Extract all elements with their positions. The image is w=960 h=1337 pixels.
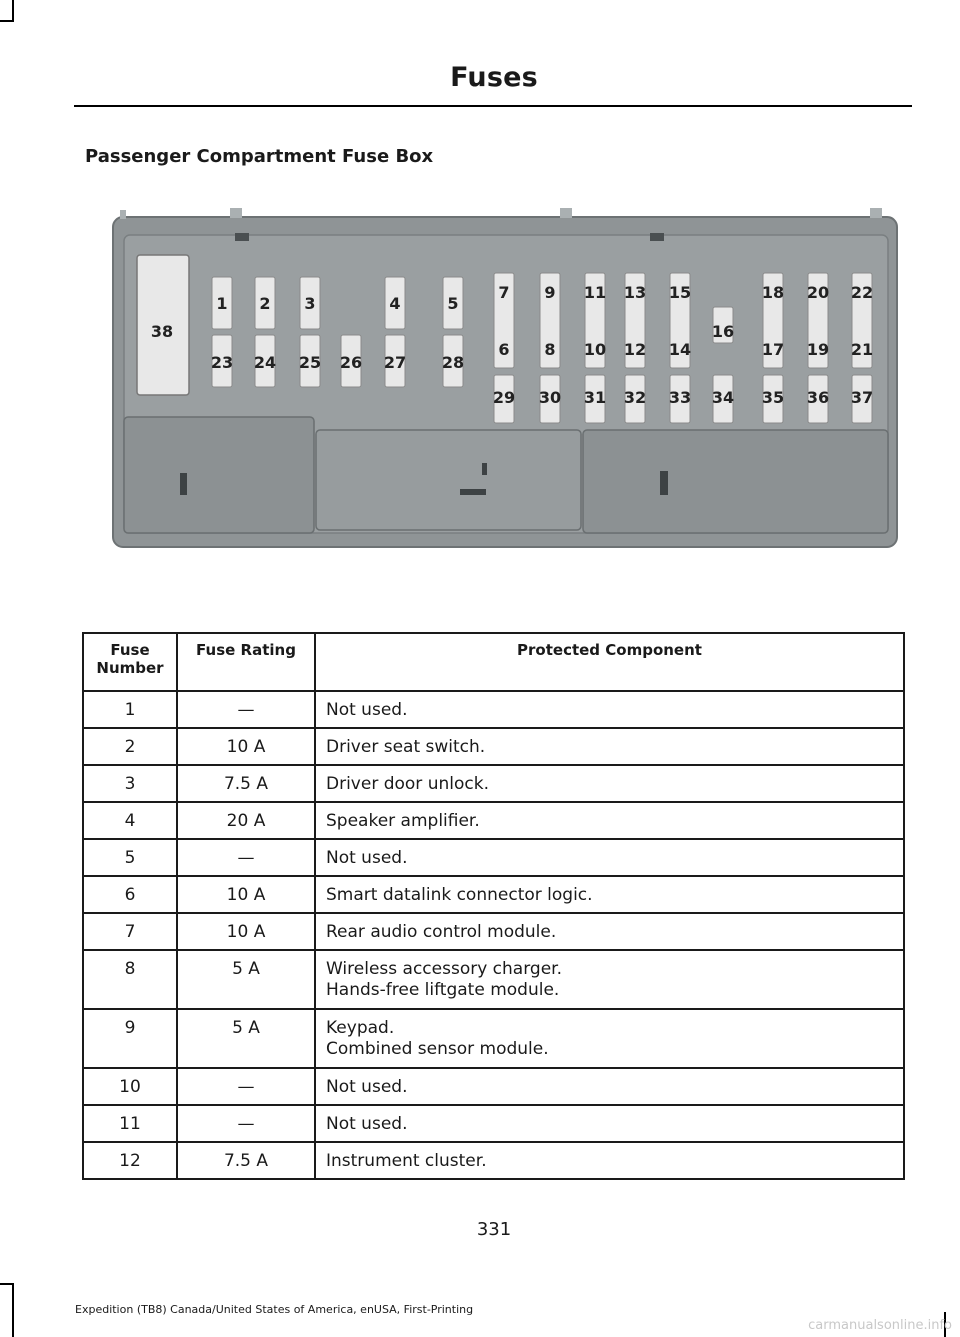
protected-component-line: Speaker amplifier.	[326, 811, 480, 831]
connector-slot	[482, 463, 487, 475]
fuse-label: 5	[447, 294, 459, 313]
table-row	[83, 691, 904, 728]
table-row	[83, 765, 904, 802]
housing-clip	[235, 233, 249, 241]
fuse-label: 3	[304, 294, 316, 313]
fuse-label: 23	[210, 353, 234, 372]
table-header-row	[83, 633, 904, 691]
fuse-rating-cell: 10 A	[177, 913, 315, 950]
fuse-rating-cell: 10 A	[177, 876, 315, 913]
crop-mark	[0, 20, 14, 22]
protected-component-cell	[315, 876, 904, 913]
column-header-number: Fuse Number	[83, 633, 177, 691]
fuse-number-cell: 8	[83, 950, 177, 1009]
protected-component-line: Hands-free liftgate module.	[326, 980, 560, 1000]
protected-component-line: Keypad.	[326, 1018, 395, 1038]
table-row	[83, 1068, 904, 1105]
fuse-label: 6	[498, 340, 510, 359]
fuse-label: 32	[623, 388, 647, 407]
table-row	[83, 728, 904, 765]
crop-mark	[12, 1283, 14, 1337]
protected-component-line: Combined sensor module.	[326, 1039, 549, 1059]
table-row	[83, 913, 904, 950]
fuse-number-cell: 10	[83, 1068, 177, 1105]
protected-component-cell	[315, 950, 904, 1009]
fuse-label: 12	[623, 340, 647, 359]
fuse-rating-cell: 20 A	[177, 802, 315, 839]
fuse-label: 8	[544, 340, 556, 359]
table-row	[83, 802, 904, 839]
housing-tab	[560, 208, 572, 218]
crop-mark	[12, 0, 14, 22]
fuse-rating-cell: 5 A	[177, 1009, 315, 1068]
fuse-label: 35	[761, 388, 785, 407]
fuse-rating-cell: 5 A	[177, 950, 315, 1009]
fuse-number-cell: 6	[83, 876, 177, 913]
fuse-label: 26	[339, 353, 363, 372]
fuse-label: 13	[623, 283, 647, 302]
page-header-title: Fuses	[450, 62, 538, 93]
fuse-number-cell: 3	[83, 765, 177, 802]
table-row	[83, 1142, 904, 1179]
protected-component-cell	[315, 1105, 904, 1142]
fuse-number-cell: 11	[83, 1105, 177, 1142]
lower-compartment-center	[316, 430, 581, 530]
fuse-rating-cell: —	[177, 839, 315, 876]
protected-component-cell	[315, 728, 904, 765]
fuse-rating-cell: —	[177, 1068, 315, 1105]
protected-component-cell	[315, 839, 904, 876]
crop-mark	[0, 1283, 14, 1285]
lower-compartment-left	[124, 417, 314, 533]
fuse-label: 37	[850, 388, 874, 407]
connector-slot	[180, 473, 187, 495]
fuse-label: 25	[298, 353, 322, 372]
protected-component-line: Driver door unlock.	[326, 774, 489, 794]
fuse-rating-cell: 7.5 A	[177, 1142, 315, 1179]
table-row	[83, 876, 904, 913]
fuse-label: 21	[850, 340, 874, 359]
protected-component-cell	[315, 1009, 904, 1068]
fuse-box-diagram	[110, 205, 900, 550]
fuse-label: 9	[544, 283, 556, 302]
protected-component-line: Not used.	[326, 848, 408, 868]
fuse-label: 18	[761, 283, 785, 302]
column-header-rating: Fuse Rating	[177, 633, 315, 691]
watermark: carmanualsonline.info	[808, 1318, 952, 1333]
fuse-number-cell: 2	[83, 728, 177, 765]
fuse-label: 10	[583, 340, 607, 359]
protected-component-cell	[315, 691, 904, 728]
fuse-rating-cell: —	[177, 1105, 315, 1142]
protected-component-cell	[315, 913, 904, 950]
fuse-label: 31	[583, 388, 607, 407]
connector-slot	[460, 489, 486, 495]
fuse-number-cell: 1	[83, 691, 177, 728]
protected-component-cell	[315, 802, 904, 839]
protected-component-line: Wireless accessory charger.	[326, 959, 562, 979]
fuse-number-cell: 7	[83, 913, 177, 950]
protected-component-line: Not used.	[326, 700, 408, 720]
column-header-component: Protected Component	[315, 633, 904, 691]
protected-component-line: Rear audio control module.	[326, 922, 557, 942]
fuse-table	[82, 632, 905, 1180]
protected-component-line: Driver seat switch.	[326, 737, 486, 757]
table-row	[83, 950, 904, 1009]
fuse-label: 20	[806, 283, 830, 302]
fuse-label: 34	[711, 388, 735, 407]
fuse-rating-cell: —	[177, 691, 315, 728]
fuse-label: 4	[389, 294, 401, 313]
footer-text: Expedition (TB8) Canada/United States of America, enUSA, First-Printing	[75, 1303, 474, 1316]
fuse-label-38: 38	[150, 322, 174, 341]
fuse-number-cell: 4	[83, 802, 177, 839]
fuse-number-cell: 12	[83, 1142, 177, 1179]
housing-tab	[230, 208, 242, 218]
fuse-label: 29	[492, 388, 516, 407]
fuse-rating-cell: 10 A	[177, 728, 315, 765]
fuse-label: 1	[216, 294, 228, 313]
fuse-rating-cell: 7.5 A	[177, 765, 315, 802]
fuse-label: 11	[583, 283, 607, 302]
fuse-label: 14	[668, 340, 692, 359]
protected-component-line: Not used.	[326, 1077, 408, 1097]
protected-component-line: Instrument cluster.	[326, 1151, 487, 1171]
protected-component-cell	[315, 765, 904, 802]
fuse-label: 33	[668, 388, 692, 407]
fuse-number-cell: 5	[83, 839, 177, 876]
protected-component-line: Not used.	[326, 1114, 408, 1134]
fuse-label: 28	[441, 353, 465, 372]
fuse-label: 17	[761, 340, 785, 359]
table-row	[83, 1009, 904, 1068]
fuse-label: 2	[259, 294, 271, 313]
housing-tab	[870, 208, 882, 218]
connector-slot	[660, 471, 668, 495]
fuse-number-cell: 9	[83, 1009, 177, 1068]
table-row	[83, 839, 904, 876]
protected-component-line: Smart datalink connector logic.	[326, 885, 593, 905]
protected-component-cell	[315, 1068, 904, 1105]
fuse-label: 19	[806, 340, 830, 359]
lower-compartment-right	[583, 430, 888, 533]
section-title: Passenger Compartment Fuse Box	[85, 146, 434, 167]
housing-clip	[650, 233, 664, 241]
fuse-label: 22	[850, 283, 874, 302]
page-number: 331	[476, 1219, 512, 1240]
header-divider	[74, 105, 912, 107]
table-row	[83, 1105, 904, 1142]
fuse-label: 27	[383, 353, 407, 372]
housing-tab	[120, 210, 126, 219]
fuse-label: 36	[806, 388, 830, 407]
fuse-label: 15	[668, 283, 692, 302]
fuse-label: 16	[711, 322, 735, 341]
fuse-label: 7	[498, 283, 510, 302]
fuse-label: 30	[538, 388, 562, 407]
fuse-label: 24	[253, 353, 277, 372]
protected-component-cell	[315, 1142, 904, 1179]
